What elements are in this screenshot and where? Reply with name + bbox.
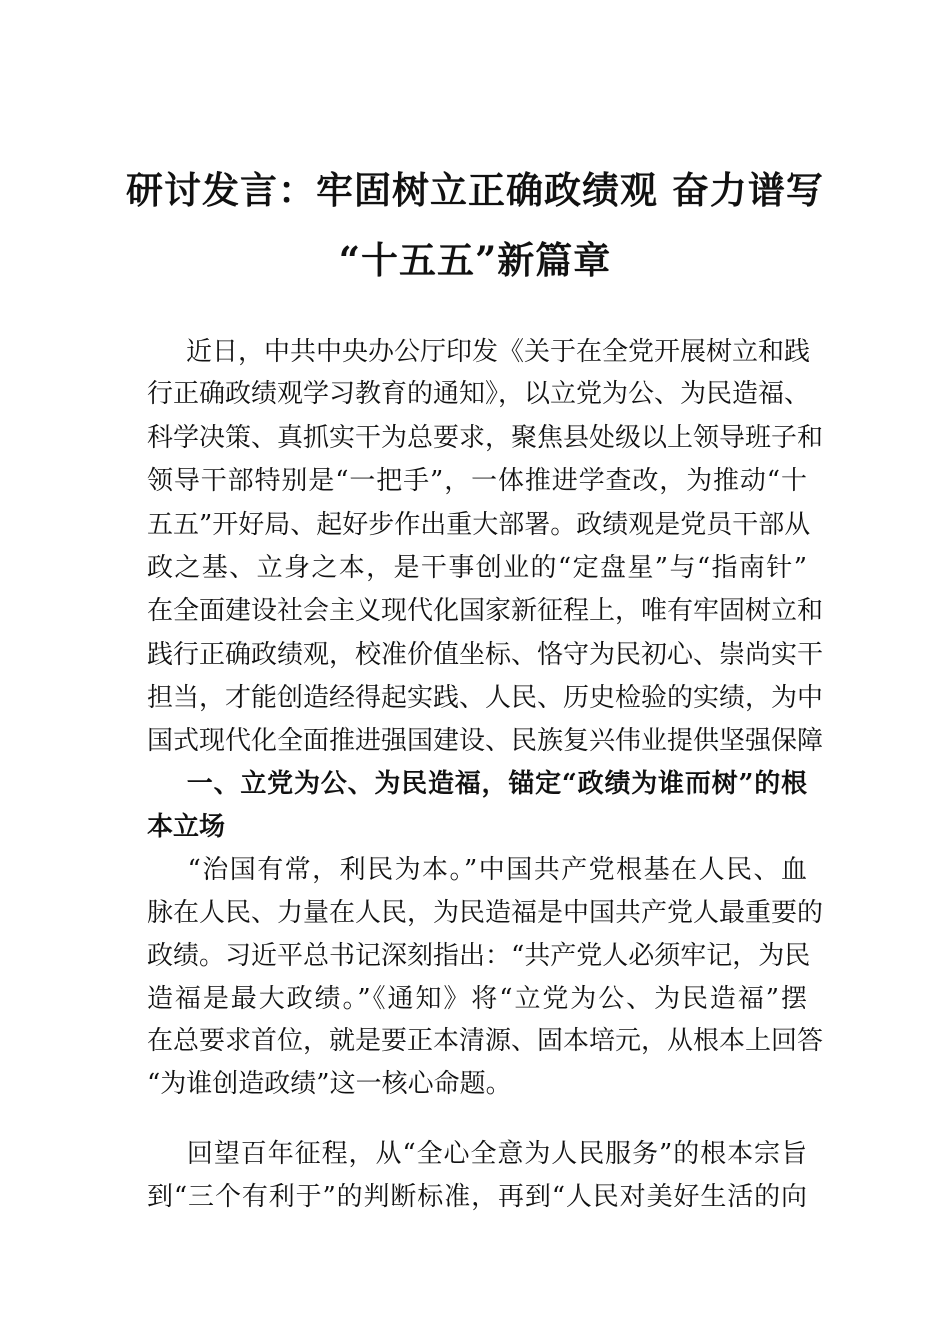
text-line: 国式现代化全面推进强国建设、民族复兴伟业提供坚强保障 (147, 726, 824, 756)
text-line: “治国有常，利民为本。”中国共产党根基在人民、血 (160, 855, 807, 885)
text-line: 造福是最大政绩。”《通知》将“立党为公、为民造福”摆 (147, 984, 807, 1014)
text-line: 回望百年征程，从“全心全意为人民服务”的根本宗旨 (160, 1139, 807, 1169)
text-line: 脉在人民、力量在人民，为民造福是中国共产党人最重要的 (147, 898, 824, 928)
text-line: 领导干部特别是“一把手”，一体推进学查改，为推动“十 (147, 466, 807, 496)
text-line: 政绩。习近平总书记深刻指出：“共产党人必须牢记，为民 (147, 941, 811, 971)
text-line: 到“三个有利于”的判断标准，再到“人民对美好生活的向 (147, 1182, 807, 1212)
text-line: 担当，才能创造经得起实践、人民、历史检验的实绩，为中 (147, 683, 824, 713)
text-line: 在全面建设社会主义现代化国家新征程上，唯有牢固树立和 (147, 596, 824, 626)
text-line: 五五”开好局、起好步作出重大部署。政绩观是党员干部从 (147, 510, 811, 540)
text-line: 在总要求首位，就是要正本清源、固本培元，从根本上回答 (147, 1026, 824, 1056)
text-line: 行正确政绩观学习教育的通知》，以立党为公、为民造福、 (147, 379, 811, 409)
text-line: 践行正确政绩观，校准价值坐标、恪守为民初心、崇尚实干 (147, 640, 824, 670)
section-heading: 本立场 (147, 812, 226, 842)
text-line: 政之基、立身之本，是干事创业的“定盘星”与“指南针” (147, 553, 807, 583)
section-heading: 一、立党为公、为民造福，锚定“政绩为谁而树”的根 (160, 769, 807, 799)
text-line: “为谁创造政绩”这一核心命题。 (147, 1069, 512, 1099)
document-title-line-2: “十五五”新篇章 (338, 238, 612, 282)
document-title-line-1: 研讨发言：牢固树立正确政绩观 奋力谱写 (126, 168, 824, 212)
text-line: 科学决策、真抓实干为总要求，聚焦县处级以上领导班子和 (147, 423, 824, 453)
text-line: 近日，中共中央办公厅印发《关于在全党开展树立和践 (160, 337, 811, 367)
